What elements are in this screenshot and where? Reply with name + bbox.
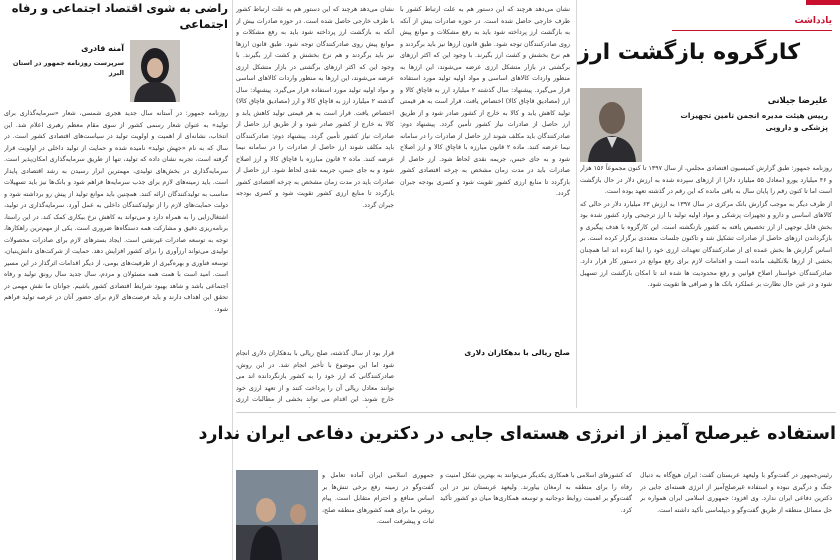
bottom-col-2 xyxy=(440,470,632,558)
section-tag: یادداشت xyxy=(794,16,832,26)
middle-body-2 xyxy=(236,4,394,342)
section-divider xyxy=(672,30,832,31)
middle-paragraph: نشان می‌دهد هرچند که این دستور هم به علت ارتباط کشور با طرف خارجی حاصل شده است. در حوزه صادرات بیش از آنکه به بازگشت ارز پرداخته شود باید به رفع مشکلات و موانع پیش روی صادرکنندگان توجه شود. طبق قانون ارزها نیز باید برگردند و هم نرخ بخشش و کشت ارز بگیرند. با وجود این که اکثر ارزهای برگشتی در بازار متشکل ارزی عرضه می‌شوند، این ارزها به منظور واردات کالاهای اساسی و مواد اولیه تولید مورد استفاده قرار می‌گیرد. پیشنهاد: سال گذشته ۲ میلیارد ارز به قاچاق کالا و ارز (مصادیق قاچاق کالا) اختصاص یافت. قرار است به هر قیمتی تولید کاهش یابد و کالا به خارج از کشور صادر شود و از طریق ارز حاصل از صادرات نیاز کشور تأمین گردد. پیشنهاد دوم: صادرکنندگان باید مکلف شوند ارز حاصل از صادرات را در سامانه نیما عرضه کنند. ماده ۲ قانون مبارزه با قاچاق کالا و ارز اصلاح شود و به جای حبس، جریمه نقدی لحاظ شود. ارز حاصل از صادرات باید در مدت زمان مشخص به چرخه اقتصادی کشور بازگردد تا منابع ارزی کشور تقویت شود و کسری بودجه جبران گردد. xyxy=(400,6,570,197)
left-author-name: آمنه قادری xyxy=(81,44,124,53)
meeting-photo xyxy=(236,470,318,560)
bottom-paragraph-2: که کشورهای اسلامی با همکاری یکدیگر می‌توانند به بهترین شکل امنیت و رفاه را برای منطقه به ارمغان بیاورند. ولیعهد عربستان نیز در این گفت‌وگو بر اهمیت روابط دوجانبه و توسعه همکاری‌ها میان دو کشور تأکید کرد. xyxy=(440,472,632,514)
bottom-col-1 xyxy=(640,470,832,558)
column-divider xyxy=(232,0,233,560)
middle-paragraph-3: قرار بود از سال گذشته، صلح ریالی با بدهکاران دلاری انجام شود اما این موضوع با تأخیر انجام شد. در این روش، صادرکنندگانی که ارز خود را به کشور بازنگردانده اند می توانند معادل ریالی آن را پرداخت کنند و از تعهد ارزی خود خارج شوند. این اقدام می تواند بخشی از مطالبات ارزی xyxy=(236,350,394,403)
author-photo xyxy=(580,88,642,162)
article-title: کارگروه بازگشت ارز xyxy=(577,40,800,65)
header-red-accent xyxy=(806,0,840,5)
bottom-top-rule xyxy=(236,412,836,413)
portrait-man xyxy=(580,88,642,162)
bottom-paragraph-3: جمهوری اسلامی ایران آماده تعامل و گفت‌وگو در زمینه رفع برخی تنش‌ها بر اساس منافع و احترام متقابل است. پیام روشن ما برای همه کشورهای منطقه صلح، ثبات و پیشرفت است. xyxy=(322,472,434,525)
middle-body-3 xyxy=(236,348,394,408)
column-divider xyxy=(576,0,577,408)
bottom-headline: استفاده غیرصلح آمیز از انرژی هسته‌ای جایی در دکترین دفاعی ایران ندارد xyxy=(198,424,836,444)
bottom-col-3 xyxy=(322,470,434,558)
left-author-role: سرپرست روزنامه جمهور در استان البرز xyxy=(12,59,124,77)
bottom-photo xyxy=(236,470,318,560)
portrait-woman xyxy=(130,40,180,102)
left-body xyxy=(4,108,228,558)
bottom-paragraph-1: رئیس‌جمهور در گفت‌وگو با ولیعهد عربستان گفت: ایران هیچ‌گاه به دنبال جنگ و درگیری نبوده و استفاده غیرصلح‌آمیز از انرژی هسته‌ای جایی در دکترین دفاعی ایران ندارد. وی افزود: جمهوری اسلامی ایران همواره بر حل مسائل منطقه از طریق گفت‌وگو و دیپلماسی تأکید داشته است. xyxy=(640,472,832,514)
lead-paragraph: روزنامه جمهور: طبق گزارش کمیسیون اقتصادی مجلس، از سال ۱۳۹۷ تا کنون مجموعاً ۱۵۶ هزار و ۴۶ میلیارد یورو (معادل ۵۵ میلیارد دلار) از ارزهای سپرده شده به ارزش دلار در حال بازگشت است اما تا کنون رقم را پایان سال به باقی مانده که این رقم در گذشته تعهد بوده است. xyxy=(580,165,832,195)
middle-paragraph-cont: نشان می‌دهد هرچند که این دستور هم به علت ارتباط کشور با طرف خارجی حاصل شده است. در حوزه صادرات بیش از آنکه به بازگشت ارز پرداخته شود باید به رفع مشکلات و موانع پیش روی صادرکنندگان توجه شود. طبق قانون ارزها نیز باید برگردند و هم نرخ بخشش و کشت ارز بگیرند. با وجود این که اکثر ارزهای برگشتی در بازار متشکل ارزی عرضه می‌شوند، این ارزها به منظور واردات کالاهای اساسی و مواد اولیه تولید مورد استفاده قرار می‌گیرد. پیشنهاد: سال گذشته ۲ میلیارد ارز به قاچاق کالا و ارز (مصادیق قاچاق کالا) اختصاص یافت. قرار است به هر قیمتی تولید کاهش یابد و کالا به خارج از کشور صادر شود و از طریق ارز حاصل از صادرات نیاز کشور تأمین گردد. پیشنهاد دوم: صادرکنندگان باید مکلف شوند ارز حاصل از صادرات را در سامانه نیما عرضه کنند. ماده ۲ قانون مبارزه با قاچاق کالا و ارز اصلاح شود و به جای حبس، جریمه نقدی لحاظ شود. ارز حاصل از صادرات باید در مدت زمان مشخص به چرخه اقتصادی کشور بازگردد تا منابع ارزی کشور تقویت شود و کسری بودجه جبران گردد. xyxy=(236,6,394,209)
body-paragraph: از طرف دیگر به موجب گزارش بانک مرکزی در سال ۱۳۹۷ به ارزش ۶۳ میلیارد دلار در حالی که کالاهای اساسی و دارو و تجهیزات پزشکی و مواد اولیه تولید با ارز ترجیحی وارد کشور شده بود بخش قابل توجهی از ارز تخصیص یافته به کشور بازنگشته است. این کارگروه با هدف پیگیری و بازگرداندن ارزهای حاصل از صادرات تشکیل شد و تاکنون جلسات متعددی برگزار کرده است. بر اساس گزارش ها بخش عمده ای از صادرکنندگان تعهدات ارزی خود را ایفا کرده اند اما همچنان بخشی از ارزها بلاتکلیف مانده است و اقدامات لازم برای رفع موانع در دستور کار قرار دارد. صادرکنندگان خواستار اصلاح قوانین و رفع محدودیت ها شده اند تا امکان بازگشت ارز تسهیل شود و در عین حال نظارت بر عملکرد بانک ها و صرافی ها تقویت شود. xyxy=(580,200,832,288)
left-paragraph: روزنامه جمهور: در آستانه سال جدید هجری شمسی، شعار «سرمایه‌گذاری برای تولید» به عنوان شعار رسمی کشور از سوی مقام معظم رهبری اعلام شد. این انتخاب، نشانه‌ای از اهمیت و اولویت تولید در سیاست‌های اقتصادی کشور است. در سال که به نام «جهش تولید» نامیده شده و حمایت از تولید داخلی در اولویت قرار گرفته است، تجربه نشان داده که تولید، تنها از طریق سرمایه‌گذاری امکان‌پذیر است. سرمایه‌گذاری در بخش‌های تولیدی، مهمترین ابزار رسیدن به رشد اقتصادی پایدار است. باید زمینه‌های لازم برای جذب سرمایه‌ها فراهم شود و بانک‌ها نیز باید تسهیلات مناسب به تولیدکنندگان ارائه کنند. همچنین باید موانع تولید از پیش رو برداشته شود و دولت حمایت‌های لازم را از تولیدکنندگان داخلی به عمل آورد. سرمایه‌گذاری در تولید، اشتغال‌زایی را به همراه دارد و می‌تواند به کاهش نرخ بیکاری کمک کند. در این راستا، برنامه‌ریزی دقیق و مشارکت همه دستگاه‌ها ضروری است. یکی از مهم‌ترین راهکارها، توجه به توسعه صادرات غیرنفتی است. ایجاد بسترهای لازم برای صادرات محصولات تولیدی می‌تواند ارزآوری را برای کشور افزایش دهد. حمایت از شرکت‌های دانش‌بنیان، توسعه فناوری و بهره‌گیری از ظرفیت‌های بومی، از دیگر اقدامات اثرگذار در این مسیر است. امید است با همت همه مسئولان و مردم، سال جدید سال رونق تولید و رفاه اجتماعی باشد و شاهد بهبود شرایط اقتصادی کشور باشیم. جوانان ما نقش مهمی در تحقق این اهداف دارند و باید فرصت‌های لازم برای حضور آنان در عرصه تولید فراهم شود. xyxy=(4,110,228,313)
author-role: رییس هیئت مدیره انجمن تامین تجهیزات پزشکی و دارویی xyxy=(680,111,828,132)
author-name: علیرضا جیلانی xyxy=(767,96,828,106)
left-article-title: راضی به شوی اقتصاد اجتماعی و رفاه اجتماعی xyxy=(11,1,228,31)
author-photo-left xyxy=(130,40,180,102)
middle-subhead: صلح ریالی با بدهکاران دلاری xyxy=(464,348,570,357)
